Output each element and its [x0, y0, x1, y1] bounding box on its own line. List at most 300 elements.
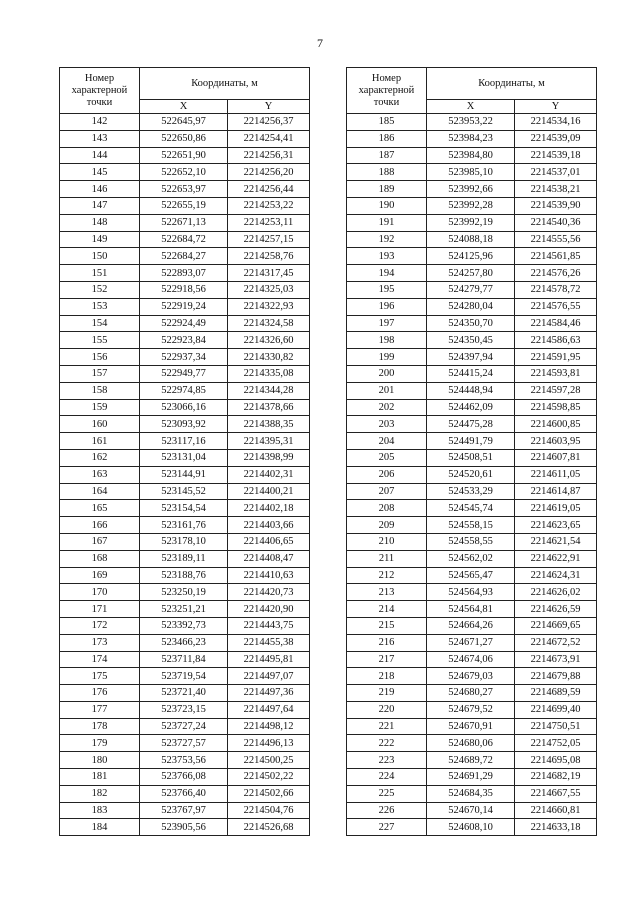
- x-coordinate-cell: 523721,40: [140, 685, 228, 702]
- table-row: [347, 365, 597, 382]
- table-row: [60, 601, 310, 618]
- point-number-cell: 152: [60, 281, 140, 298]
- point-number-cell: 150: [60, 248, 140, 265]
- y-coordinate-cell: 2214669,65: [515, 617, 597, 634]
- y-coordinate-cell: 2214420,73: [228, 584, 310, 601]
- x-coordinate-cell: 523767,97: [140, 802, 228, 819]
- x-coordinate-cell: 523992,66: [427, 181, 515, 198]
- x-coordinate-cell: 524670,91: [427, 718, 515, 735]
- point-number-cell: 208: [347, 500, 427, 517]
- table-row: [347, 449, 597, 466]
- point-number-header: Номер характерной точки: [60, 68, 140, 114]
- x-coordinate-cell: 523984,80: [427, 147, 515, 164]
- table-row: [347, 349, 597, 366]
- point-number-cell: 156: [60, 349, 140, 366]
- table-row: [347, 785, 597, 802]
- table-row: [347, 634, 597, 651]
- point-number-cell: 187: [347, 147, 427, 164]
- point-number-cell: 211: [347, 550, 427, 567]
- coordinates-header: Координаты, м: [140, 68, 310, 100]
- y-coordinate-cell: 2214498,12: [228, 718, 310, 735]
- y-coordinate-cell: 2214576,26: [515, 265, 597, 282]
- y-coordinate-cell: 2214689,59: [515, 685, 597, 702]
- y-coordinate-cell: 2214752,05: [515, 735, 597, 752]
- y-coordinate-cell: 2214578,72: [515, 281, 597, 298]
- point-number-cell: 142: [60, 114, 140, 131]
- x-coordinate-cell: 524564,93: [427, 584, 515, 601]
- table-row: [347, 399, 597, 416]
- table-row: [347, 164, 597, 181]
- point-number-cell: 209: [347, 517, 427, 534]
- x-coordinate-cell: 523719,54: [140, 668, 228, 685]
- y-coordinate-cell: 2214496,13: [228, 735, 310, 752]
- y-coordinate-cell: 2214420,90: [228, 601, 310, 618]
- x-coordinate-cell: 522937,34: [140, 349, 228, 366]
- point-number-cell: 154: [60, 315, 140, 332]
- y-coordinate-cell: 2214253,11: [228, 214, 310, 231]
- table-row: [60, 114, 310, 131]
- x-coordinate-cell: 524689,72: [427, 752, 515, 769]
- point-number-cell: 210: [347, 533, 427, 550]
- x-coordinate-cell: 524545,74: [427, 500, 515, 517]
- point-number-cell: 184: [60, 819, 140, 836]
- coordinates-table-right: [346, 67, 597, 836]
- y-coordinate-cell: 2214322,93: [228, 298, 310, 315]
- table-row: [347, 281, 597, 298]
- y-coordinate-cell: 2214633,18: [515, 819, 597, 836]
- point-number-cell: 158: [60, 382, 140, 399]
- point-number-cell: 155: [60, 332, 140, 349]
- point-number-cell: 143: [60, 130, 140, 147]
- y-coordinate-cell: 2214256,44: [228, 181, 310, 198]
- table-row: [60, 769, 310, 786]
- x-coordinate-cell: 524679,52: [427, 701, 515, 718]
- point-number-cell: 192: [347, 231, 427, 248]
- point-number-cell: 173: [60, 634, 140, 651]
- table-row: [347, 718, 597, 735]
- y-coordinate-cell: 2214330,82: [228, 349, 310, 366]
- x-coordinate-cell: 523466,23: [140, 634, 228, 651]
- point-number-cell: 191: [347, 214, 427, 231]
- x-coordinate-cell: 523178,10: [140, 533, 228, 550]
- y-coordinate-cell: 2214403,66: [228, 517, 310, 534]
- x-coordinate-cell: 522924,49: [140, 315, 228, 332]
- y-coordinate-cell: 2214538,21: [515, 181, 597, 198]
- y-coordinate-cell: 2214497,64: [228, 701, 310, 718]
- table-row: [347, 567, 597, 584]
- y-coordinate-cell: 2214593,81: [515, 365, 597, 382]
- point-number-cell: 181: [60, 769, 140, 786]
- x-coordinate-cell: 523905,56: [140, 819, 228, 836]
- x-coordinate-cell: 524684,35: [427, 785, 515, 802]
- y-coordinate-cell: 2214598,85: [515, 399, 597, 416]
- table-row: [60, 298, 310, 315]
- point-number-cell: 177: [60, 701, 140, 718]
- table-row: [60, 819, 310, 836]
- table-row: [347, 500, 597, 517]
- table-row: [347, 332, 597, 349]
- point-number-cell: 186: [347, 130, 427, 147]
- x-coordinate-cell: 523727,24: [140, 718, 228, 735]
- y-coordinate-cell: 2214497,07: [228, 668, 310, 685]
- table-row: [60, 147, 310, 164]
- table-row: [347, 769, 597, 786]
- x-coordinate-cell: 522923,84: [140, 332, 228, 349]
- y-coordinate-cell: 2214537,01: [515, 164, 597, 181]
- x-coordinate-cell: 523189,11: [140, 550, 228, 567]
- y-coordinate-cell: 2214502,22: [228, 769, 310, 786]
- table-row: [60, 718, 310, 735]
- y-coordinate-cell: 2214443,75: [228, 617, 310, 634]
- table-row: [347, 382, 597, 399]
- table-row: [60, 449, 310, 466]
- table-row: [347, 265, 597, 282]
- table-row: [347, 248, 597, 265]
- point-number-cell: 218: [347, 668, 427, 685]
- y-coordinate-cell: 2214402,31: [228, 466, 310, 483]
- point-number-cell: 224: [347, 769, 427, 786]
- point-number-cell: 217: [347, 651, 427, 668]
- table-row: [60, 416, 310, 433]
- point-number-cell: 182: [60, 785, 140, 802]
- x-coordinate-cell: 524125,96: [427, 248, 515, 265]
- y-coordinate-cell: 2214750,51: [515, 718, 597, 735]
- point-number-cell: 202: [347, 399, 427, 416]
- x-coordinate-cell: 524565,47: [427, 567, 515, 584]
- table-row: [60, 500, 310, 517]
- x-coordinate-cell: 524448,94: [427, 382, 515, 399]
- y-coordinate-cell: 2214388,35: [228, 416, 310, 433]
- x-coordinate-cell: 524670,14: [427, 802, 515, 819]
- point-number-cell: 197: [347, 315, 427, 332]
- point-number-cell: 216: [347, 634, 427, 651]
- table-row: [60, 550, 310, 567]
- point-number-cell: 157: [60, 365, 140, 382]
- y-coordinate-cell: 2214257,15: [228, 231, 310, 248]
- table-row: [60, 802, 310, 819]
- point-number-cell: 214: [347, 601, 427, 618]
- y-coordinate-cell: 2214614,87: [515, 483, 597, 500]
- point-number-cell: 225: [347, 785, 427, 802]
- point-number-cell: 221: [347, 718, 427, 735]
- x-coordinate-cell: 524088,18: [427, 231, 515, 248]
- x-coordinate-cell: 522652,10: [140, 164, 228, 181]
- table-row: [347, 685, 597, 702]
- table-row: [60, 399, 310, 416]
- y-coordinate-cell: 2214534,16: [515, 114, 597, 131]
- point-number-cell: 223: [347, 752, 427, 769]
- table-row: [60, 567, 310, 584]
- point-number-cell: 160: [60, 416, 140, 433]
- y-coordinate-cell: 2214395,31: [228, 433, 310, 450]
- point-number-cell: 169: [60, 567, 140, 584]
- x-coordinate-cell: 524558,15: [427, 517, 515, 534]
- x-coordinate-cell: 523117,16: [140, 433, 228, 450]
- x-coordinate-cell: 524397,94: [427, 349, 515, 366]
- table-row: [347, 197, 597, 214]
- x-coordinate-cell: 524415,24: [427, 365, 515, 382]
- table-row: [60, 315, 310, 332]
- table-row: [60, 332, 310, 349]
- x-coordinate-cell: 524680,06: [427, 735, 515, 752]
- point-number-cell: 198: [347, 332, 427, 349]
- point-number-cell: 220: [347, 701, 427, 718]
- y-coordinate-cell: 2214660,81: [515, 802, 597, 819]
- table-row: [347, 147, 597, 164]
- table-row: [347, 617, 597, 634]
- y-coordinate-cell: 2214335,08: [228, 365, 310, 382]
- y-coordinate-cell: 2214597,28: [515, 382, 597, 399]
- y-coordinate-cell: 2214502,66: [228, 785, 310, 802]
- y-coordinate-cell: 2214408,47: [228, 550, 310, 567]
- table-row: [347, 214, 597, 231]
- table-row: [60, 584, 310, 601]
- x-coordinate-cell: 523985,10: [427, 164, 515, 181]
- point-number-cell: 146: [60, 181, 140, 198]
- x-coordinate-cell: 522645,97: [140, 114, 228, 131]
- x-coordinate-cell: 523953,22: [427, 114, 515, 131]
- point-number-cell: 176: [60, 685, 140, 702]
- x-coordinate-cell: 524558,55: [427, 533, 515, 550]
- y-coordinate-cell: 2214555,56: [515, 231, 597, 248]
- table-row: [60, 365, 310, 382]
- x-coordinate-cell: 522650,86: [140, 130, 228, 147]
- point-number-cell: 203: [347, 416, 427, 433]
- table-row: [60, 701, 310, 718]
- y-coordinate-cell: 2214584,46: [515, 315, 597, 332]
- table-row: [347, 752, 597, 769]
- x-coordinate-cell: 524664,26: [427, 617, 515, 634]
- y-coordinate-cell: 2214591,95: [515, 349, 597, 366]
- x-coordinate-cell: 523144,91: [140, 466, 228, 483]
- x-coordinate-cell: 522684,72: [140, 231, 228, 248]
- table-row: [347, 181, 597, 198]
- y-coordinate-cell: 2214672,52: [515, 634, 597, 651]
- x-coordinate-cell: 524508,51: [427, 449, 515, 466]
- y-coordinate-cell: 2214623,65: [515, 517, 597, 534]
- table-row: [60, 231, 310, 248]
- x-coordinate-cell: 523251,21: [140, 601, 228, 618]
- y-coordinate-cell: 2214497,36: [228, 685, 310, 702]
- y-coordinate-cell: 2214402,18: [228, 500, 310, 517]
- table-row: [60, 265, 310, 282]
- x-coordinate-cell: 524533,29: [427, 483, 515, 500]
- x-coordinate-cell: 523766,08: [140, 769, 228, 786]
- point-number-cell: 165: [60, 500, 140, 517]
- x-coordinate-cell: 524350,45: [427, 332, 515, 349]
- point-number-cell: 183: [60, 802, 140, 819]
- point-number-cell: 185: [347, 114, 427, 131]
- table-row: [60, 248, 310, 265]
- table-row: [60, 483, 310, 500]
- point-number-cell: 178: [60, 718, 140, 735]
- coordinates-header: Координаты, м: [427, 68, 597, 100]
- table-row: [347, 668, 597, 685]
- y-coordinate-cell: 2214317,45: [228, 265, 310, 282]
- table-row: [60, 181, 310, 198]
- y-coordinate-cell: 2214611,05: [515, 466, 597, 483]
- x-coordinate-cell: 523992,28: [427, 197, 515, 214]
- point-number-cell: 144: [60, 147, 140, 164]
- y-coordinate-cell: 2214667,55: [515, 785, 597, 802]
- table-row: [347, 483, 597, 500]
- y-coordinate-cell: 2214621,54: [515, 533, 597, 550]
- x-coordinate-cell: 522893,07: [140, 265, 228, 282]
- x-coordinate-cell: 523753,56: [140, 752, 228, 769]
- y-coordinate-cell: 2214324,58: [228, 315, 310, 332]
- y-coordinate-cell: 2214624,31: [515, 567, 597, 584]
- x-coordinate-cell: 523161,76: [140, 517, 228, 534]
- table-row: [60, 130, 310, 147]
- table-row: [60, 634, 310, 651]
- y-coordinate-cell: 2214600,85: [515, 416, 597, 433]
- point-number-cell: 199: [347, 349, 427, 366]
- table-row: [60, 685, 310, 702]
- y-header: Y: [515, 100, 597, 114]
- x-coordinate-cell: 523992,19: [427, 214, 515, 231]
- point-number-cell: 162: [60, 449, 140, 466]
- point-number-cell: 204: [347, 433, 427, 450]
- y-header: Y: [228, 100, 310, 114]
- x-coordinate-cell: 524520,61: [427, 466, 515, 483]
- y-coordinate-cell: 2214254,41: [228, 130, 310, 147]
- table-row: [60, 349, 310, 366]
- y-coordinate-cell: 2214526,68: [228, 819, 310, 836]
- y-coordinate-cell: 2214256,37: [228, 114, 310, 131]
- x-coordinate-cell: 522655,19: [140, 197, 228, 214]
- point-number-cell: 172: [60, 617, 140, 634]
- x-coordinate-cell: 524257,80: [427, 265, 515, 282]
- y-coordinate-cell: 2214253,22: [228, 197, 310, 214]
- table-row: [347, 550, 597, 567]
- y-coordinate-cell: 2214626,59: [515, 601, 597, 618]
- y-coordinate-cell: 2214626,02: [515, 584, 597, 601]
- x-coordinate-cell: 523066,16: [140, 399, 228, 416]
- table-row: [60, 668, 310, 685]
- y-coordinate-cell: 2214622,91: [515, 550, 597, 567]
- table-row: [60, 433, 310, 450]
- table-row: [60, 466, 310, 483]
- point-number-cell: 226: [347, 802, 427, 819]
- table-row: [347, 466, 597, 483]
- point-number-cell: 149: [60, 231, 140, 248]
- x-coordinate-cell: 524462,09: [427, 399, 515, 416]
- x-coordinate-cell: 524562,02: [427, 550, 515, 567]
- table-row: [60, 533, 310, 550]
- x-coordinate-cell: 524691,29: [427, 769, 515, 786]
- point-number-cell: 175: [60, 668, 140, 685]
- point-number-cell: 179: [60, 735, 140, 752]
- x-coordinate-cell: 522918,56: [140, 281, 228, 298]
- x-coordinate-cell: 523711,84: [140, 651, 228, 668]
- table-row: [60, 382, 310, 399]
- table-row: [347, 517, 597, 534]
- point-number-cell: 206: [347, 466, 427, 483]
- x-coordinate-cell: 523723,15: [140, 701, 228, 718]
- table-row: [347, 533, 597, 550]
- y-coordinate-cell: 2214256,31: [228, 147, 310, 164]
- table-row: [347, 802, 597, 819]
- point-number-header: Номер характерной точки: [347, 68, 427, 114]
- point-number-cell: 196: [347, 298, 427, 315]
- x-coordinate-cell: 522684,27: [140, 248, 228, 265]
- y-coordinate-cell: 2214258,76: [228, 248, 310, 265]
- table-row: [347, 433, 597, 450]
- point-number-cell: 189: [347, 181, 427, 198]
- x-coordinate-cell: 524671,27: [427, 634, 515, 651]
- point-number-cell: 174: [60, 651, 140, 668]
- y-coordinate-cell: 2214410,63: [228, 567, 310, 584]
- x-header: X: [140, 100, 228, 114]
- point-number-cell: 167: [60, 533, 140, 550]
- x-coordinate-cell: 522651,90: [140, 147, 228, 164]
- point-number-cell: 195: [347, 281, 427, 298]
- y-coordinate-cell: 2214455,38: [228, 634, 310, 651]
- y-coordinate-cell: 2214344,28: [228, 382, 310, 399]
- y-coordinate-cell: 2214603,95: [515, 433, 597, 450]
- x-coordinate-cell: 524680,27: [427, 685, 515, 702]
- table-row: [347, 819, 597, 836]
- y-coordinate-cell: 2214398,99: [228, 449, 310, 466]
- x-coordinate-cell: 524279,77: [427, 281, 515, 298]
- table-row: [347, 584, 597, 601]
- point-number-cell: 151: [60, 265, 140, 282]
- x-coordinate-cell: 523392,73: [140, 617, 228, 634]
- y-coordinate-cell: 2214539,90: [515, 197, 597, 214]
- x-coordinate-cell: 524475,28: [427, 416, 515, 433]
- table-row: [60, 651, 310, 668]
- x-coordinate-cell: 524608,10: [427, 819, 515, 836]
- y-coordinate-cell: 2214679,88: [515, 668, 597, 685]
- x-coordinate-cell: 523154,54: [140, 500, 228, 517]
- point-number-cell: 188: [347, 164, 427, 181]
- table-row: [60, 735, 310, 752]
- y-coordinate-cell: 2214586,63: [515, 332, 597, 349]
- x-coordinate-cell: 523727,57: [140, 735, 228, 752]
- x-header: X: [427, 100, 515, 114]
- table-row: [60, 785, 310, 802]
- x-coordinate-cell: 523766,40: [140, 785, 228, 802]
- point-number-cell: 163: [60, 466, 140, 483]
- y-coordinate-cell: 2214406,65: [228, 533, 310, 550]
- point-number-cell: 147: [60, 197, 140, 214]
- y-coordinate-cell: 2214576,55: [515, 298, 597, 315]
- y-coordinate-cell: 2214400,21: [228, 483, 310, 500]
- coordinates-table-left: [59, 67, 310, 836]
- point-number-cell: 166: [60, 517, 140, 534]
- x-coordinate-cell: 524491,79: [427, 433, 515, 450]
- x-coordinate-cell: 523093,92: [140, 416, 228, 433]
- y-coordinate-cell: 2214539,09: [515, 130, 597, 147]
- point-number-cell: 193: [347, 248, 427, 265]
- y-coordinate-cell: 2214607,81: [515, 449, 597, 466]
- table-row: [347, 735, 597, 752]
- point-number-cell: 219: [347, 685, 427, 702]
- y-coordinate-cell: 2214673,91: [515, 651, 597, 668]
- table-row: [347, 298, 597, 315]
- table-row: [60, 517, 310, 534]
- point-number-cell: 200: [347, 365, 427, 382]
- x-coordinate-cell: 523145,52: [140, 483, 228, 500]
- point-number-cell: 205: [347, 449, 427, 466]
- x-coordinate-cell: 522671,13: [140, 214, 228, 231]
- x-coordinate-cell: 522949,77: [140, 365, 228, 382]
- point-number-cell: 145: [60, 164, 140, 181]
- x-coordinate-cell: 524350,70: [427, 315, 515, 332]
- point-number-cell: 190: [347, 197, 427, 214]
- point-number-cell: 215: [347, 617, 427, 634]
- y-coordinate-cell: 2214326,60: [228, 332, 310, 349]
